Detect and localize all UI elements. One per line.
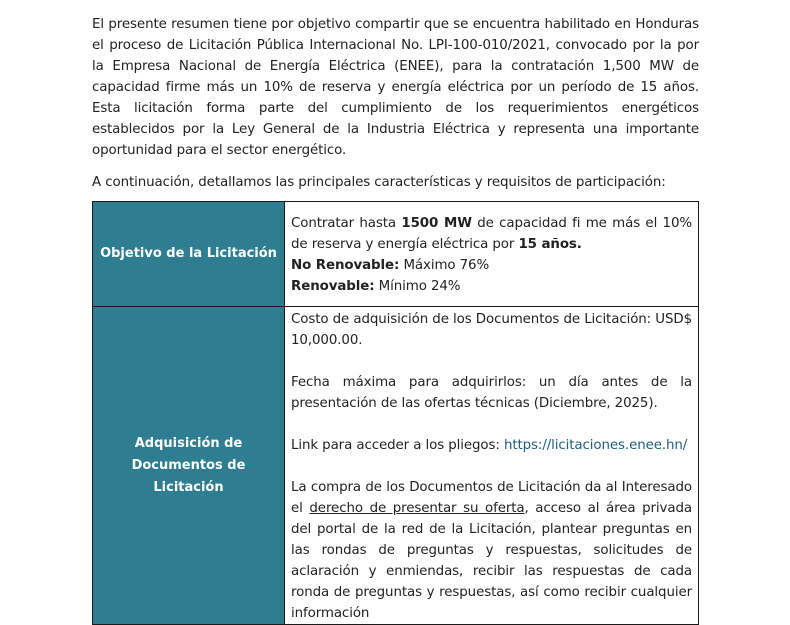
objective-content — [285, 202, 699, 307]
documents-purchase-rights: La compra de los Documentos de Licitación da al Interesado el derecho de presentar su oferta, acceso al área privada del portal de la red de la Licitación, plantear preguntas en las rondas de preguntas y respuestas, solicitudes de aclaración y enmiendas, recibir las respuestas de cada ronda de preguntas y respuestas, así como recibir cualquier información — [291, 480, 692, 621]
lead-paragraph: A continuación, detallamos las principales características y requisitos de participación: — [92, 175, 666, 190]
intro-paragraph: El presente resumen tiene por objetivo compartir que se encuentra habilitado en Honduras el proceso de Licitación Pública Internacional No. LPI-100-010/2021, convocado por la por la Empresa Nacional de Energía Eléctrica (ENEE), para la contratación 1,500 MW de capacidad firme más un 10% de reserva y energía eléctrica por un período de 15 años. Esta licitación forma parte del cumplimiento de los requerimientos energéticos establecidos por la Ley General de la Industria Eléctrica y representa una importante oportunidad para el sector energético. — [92, 17, 699, 158]
tenders-link[interactable]: https://licitaciones.enee.hn/ — [503, 438, 688, 453]
requirements-table — [92, 201, 699, 625]
renewable-share: Renovable: Mínimo 24% — [291, 279, 461, 294]
table-row-objective — [93, 202, 699, 307]
documents-link-line: Link para acceder a los pliegos: https://licitaciones.enee.hn/ — [291, 438, 688, 453]
table-row-documents — [93, 307, 699, 625]
documents-label: Adquisición de Documentos de Licitación — [93, 307, 285, 625]
documents-content — [285, 307, 699, 625]
documents-cost: Costo de adquisición de los Documentos de Licitación: USD$ 10,000.00. — [291, 312, 692, 348]
objective-label: Objetivo de la Licitación — [93, 202, 285, 307]
non-renewable-share: No Renovable: Máximo 76% — [291, 258, 490, 273]
objective-capacity-text: Contratar hasta 1500 MW de capacidad fi me más el 10% de reserva y energía eléctrica por 15 años. — [291, 216, 693, 252]
documents-deadline: Fecha máxima para adquirirlos: un día antes de la presentación de las ofertas técnicas (Diciembre, 2025). — [291, 375, 692, 411]
